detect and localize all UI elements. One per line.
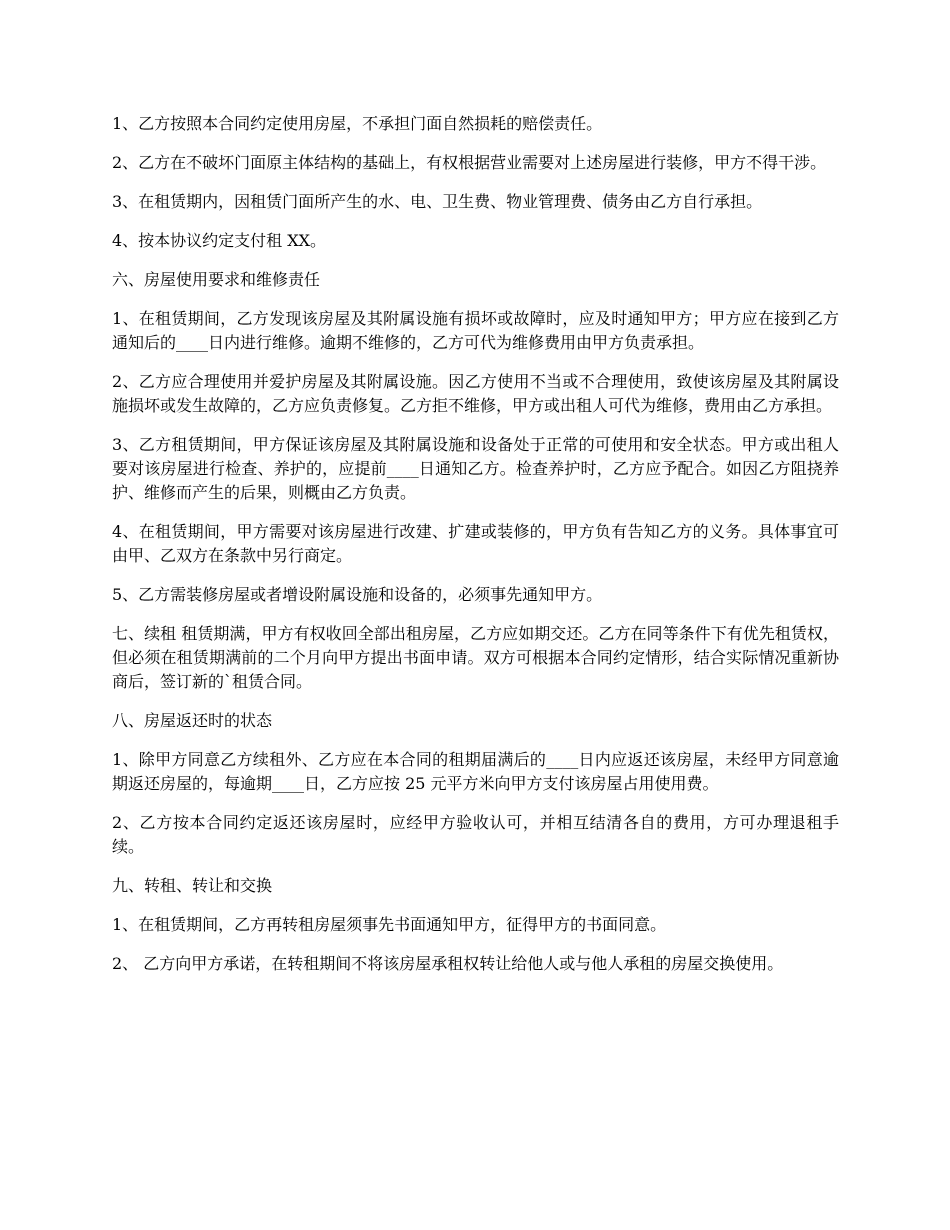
repair-clause-5: 5、乙方需装修房屋或者增设附属设施和设备的，必须事先通知甲方。 [112, 585, 603, 604]
clause-3-utility-fees: 3、在租赁期内，因租赁门面所产生的水、电、卫生费、物业管理费、债务由乙方自行承担。 [112, 192, 763, 211]
section-heading-return-state: 八、房屋返还时的状态 [112, 711, 273, 730]
clause-4-rent-payment: 4、按本协议约定支付租 XX。 [112, 231, 327, 250]
section-renewal: 七、续租 租赁期满，甲方有权收回全部出租房屋，乙方应如期交还。乙方在同等条件下有优先租赁权，但必须在租赁期满前的二个月向甲方提出书面申请。双方可根据本合同约定情形，结合实际情况重新协商后，签订新的`租赁合同。 [112, 624, 839, 691]
sublet-clause-2: 2、 乙方向甲方承诺，在转租期间不将该房屋承租权转让给他人或与他人承租的房屋交换使用。 [112, 954, 784, 973]
repair-clause-3: 3、乙方租赁期间，甲方保证该房屋及其附属设施和设备处于正常的可使用和安全状态。甲方或出租人要对该房屋进行检查、养护的，应提前____日通知乙方。检查养护时，乙方应予配合。如因乙方阻挠养护、维修而产生的后果，则概由乙方负责。 [112, 435, 839, 502]
repair-clause-4: 4、在租赁期间，甲方需要对该房屋进行改建、扩建或装修的，甲方负有告知乙方的义务。具体事宜可由甲、乙双方在条款中另行商定。 [112, 522, 839, 565]
return-clause-2: 2、乙方按本合同约定返还该房屋时，应经甲方验收认可，并相互结清各自的费用，方可办理退租手续。 [112, 813, 839, 856]
section-heading-usage-repair: 六、房屋使用要求和维修责任 [112, 270, 321, 289]
section-heading-sublet: 九、转租、转让和交换 [112, 876, 273, 895]
repair-clause-1: 1、在租赁期间，乙方发现该房屋及其附属设施有损坏或故障时，应及时通知甲方；甲方应在接到乙方通知后的____日内进行维修。逾期不维修的，乙方可代为维修费用由甲方负责承担。 [112, 309, 839, 352]
document-body [112, 112, 839, 991]
return-clause-1: 1、除甲方同意乙方续租外、乙方应在本合同的租期届满后的____日内应返还该房屋，未经甲方同意逾期返还房屋的，每逾期____日，乙方应按 25 元平方米向甲方支付该房屋占用使用费。 [112, 750, 839, 793]
clause-2-renovation-right: 2、乙方在不破坏门面原主体结构的基础上，有权根据营业需要对上述房屋进行装修，甲方不得干涉。 [112, 153, 827, 172]
clause-1-no-wear-liability: 1、乙方按照本合同约定使用房屋，不承担门面自然损耗的赔偿责任。 [112, 114, 603, 133]
sublet-clause-1: 1、在租赁期间，乙方再转租房屋须事先书面通知甲方，征得甲方的书面同意。 [112, 915, 667, 934]
repair-clause-2: 2、乙方应合理使用并爱护房屋及其附属设施。因乙方使用不当或不合理使用，致使该房屋及其附属设施损坏或发生故障的，乙方应负责修复。乙方拒不维修，甲方或出租人可代为维修，费用由乙方承担。 [112, 372, 839, 415]
